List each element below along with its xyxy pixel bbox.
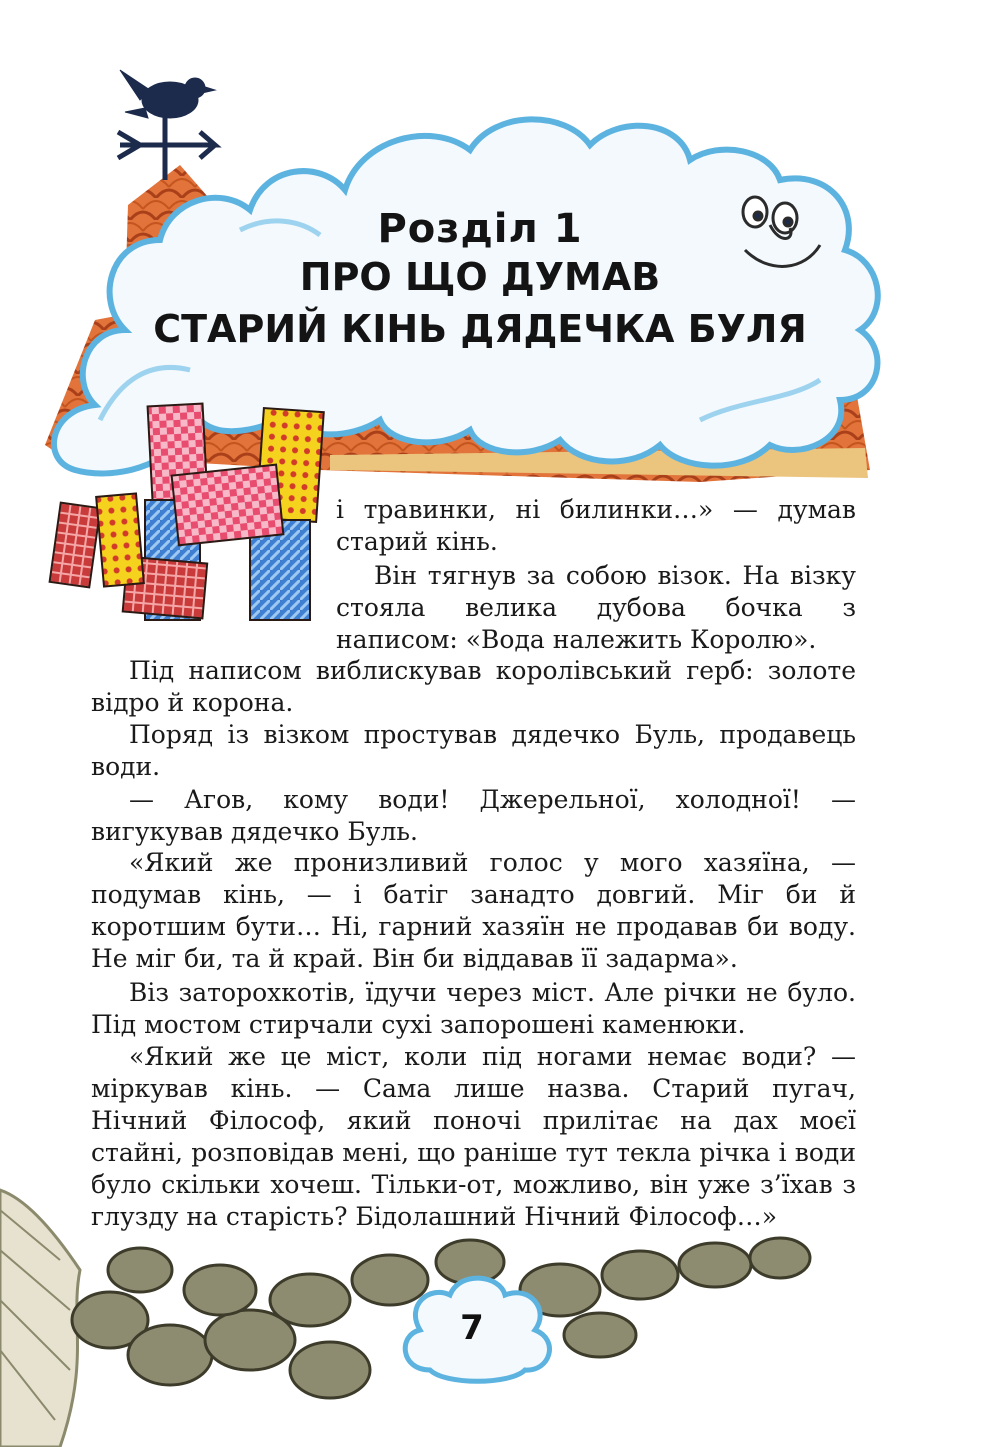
paragraph-5: — Агов, кому води! Джерельної, холодної! — вигукував дядечко Буль. — [91, 785, 856, 846]
paragraph-2: Він тягнув за собою візок. На візку стояла велика дубова бочка з написом: «Вода належить Королю». — [336, 561, 856, 654]
paragraph-7: Віз заторохкотів, їдучи через міст. Але річки не було. Під мостом стирчали сухі запорошені каменюки. — [91, 978, 856, 1039]
wall-corner — [0, 1190, 80, 1447]
paragraph-1: і травинки, ні билинки…» — думав старий кінь. — [336, 495, 856, 556]
chapter-title-line-2: СТАРИЙ КІНЬ ДЯДЕЧКА БУЛЯ — [153, 307, 807, 351]
chapter-title-line-1: ПРО ЩО ДУМАВ — [299, 255, 661, 299]
paragraph-6: «Який же пронизливий голос у мого хазяїна, — подумав кінь, — і батіг занадто довгий. Міг би й коротшим бути… Ні, гарний хазяїн не продавав би воду. Не міг би, та й край. Він би віддавав її задарма». — [91, 848, 856, 973]
paragraph-3: Під написом виблискував королівський герб: золоте відро й корона. — [91, 656, 856, 717]
chapter-label: Розділ 1 — [377, 206, 583, 252]
page-number: 7 — [460, 1308, 484, 1348]
weathervane-bird-icon — [118, 70, 215, 180]
paragraph-4: Поряд із візком простував дядечко Буль, продавець води. — [91, 720, 856, 781]
paragraph-8: «Який же це міст, коли під ногами немає води? — міркував кінь. — Сама лише назва. Старий пугач, Нічний Філософ, який поночі прилітає на дах моєї стайні, розповідав мені, що раніше тут текла річка і води було скільки хочеш. Тільки-от, можливо, він уже з’їхав з глузду на старість? Бідолашний Нічний Філософ…» — [91, 1042, 856, 1231]
